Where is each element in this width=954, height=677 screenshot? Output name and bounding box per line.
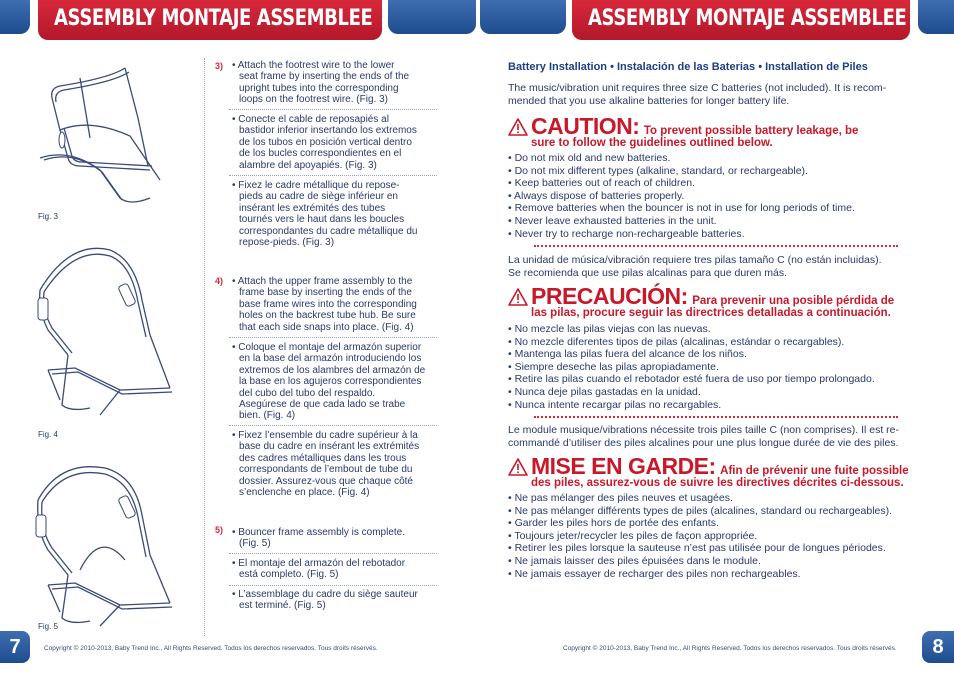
step-4-english	[232, 276, 417, 333]
text-line: • Conecte el cable de reposapiés al	[232, 114, 389, 125]
step-5-french	[232, 589, 418, 612]
text-line: s’enclenche en place. (Fig. 4)	[239, 487, 370, 499]
text-line: • Attach the upper frame assembly to the	[232, 276, 413, 287]
list-item: • Ne pas mélanger des piles neuves et usagées.	[508, 492, 733, 504]
text-line: Asegúrese de que cada lado se trabe	[239, 399, 406, 411]
text-line: frame base by inserting the ends of the	[239, 287, 412, 299]
french-bullet-list	[508, 492, 928, 580]
precaucion-label: PRECAUCIÓN:	[531, 283, 688, 309]
fig3-label: Fig. 3	[38, 212, 59, 221]
column-divider	[204, 58, 205, 636]
list-item: • Do not mix old and new batteries.	[508, 152, 671, 164]
list-item: • Always dispose of batteries properly.	[508, 189, 685, 202]
list-item: • Siempre deseche las pilas apropiadamente.	[508, 360, 719, 373]
step-3-number: 3)	[215, 61, 224, 71]
list-item: • Retire las pilas cuando el rebotador esté fuera de uso por tiempo prolongado.	[508, 373, 875, 386]
list-item: • No mezcle diferentes tipos de pilas (alcalinas, estándar o recargables).	[508, 335, 845, 348]
text-line: • Bouncer frame assembly is complete.	[232, 527, 406, 538]
step-5-english	[232, 527, 405, 550]
french-intro	[508, 424, 928, 449]
text-line: (Fig. 5)	[239, 538, 271, 550]
text-line: Le module musique/vibrations nécessite trois piles taille C (non comprises). Il est re-	[508, 424, 899, 436]
text-line: insérant les extrémités des tubes	[239, 202, 386, 214]
text-line: mended that you use alkaline batteries for longer battery life.	[508, 94, 790, 107]
text-line: bastidor inferior insertando los extremos	[239, 125, 417, 137]
precaucion-text: Para prevenir una posible pérdida de	[692, 295, 895, 307]
fig4-illustration	[30, 240, 190, 420]
fig5-illustration	[30, 460, 190, 630]
text-line: • El montaje del armazón del rebotador	[232, 558, 406, 569]
text-line: alambre del apoyapiés. (Fig. 3)	[239, 159, 377, 171]
step-4-french	[232, 430, 419, 498]
text-line: en la base del armazón introduciendo los	[239, 353, 422, 365]
text-line: commandé d’utiliser des piles alcalines pour une plus longue durée de vie des piles.	[508, 436, 899, 449]
text-line: Se recomienda que use pilas alcalinas para que duren más.	[508, 266, 788, 279]
text-line: extremos de los alambres del armazón de	[239, 364, 426, 376]
text-line: repose-pieds. (Fig. 3)	[239, 237, 335, 249]
text-line: La unidad de música/vibración requiere tres pilas tamaño C (no están incluidas).	[508, 254, 882, 266]
step-5-spanish	[232, 558, 405, 581]
list-item: • Nunca intente recargar pilas no recargables.	[508, 398, 722, 411]
page-number-right: 8	[922, 631, 954, 663]
divider	[229, 175, 437, 176]
red-dotted-divider	[534, 245, 898, 247]
text-line: de los tubos en posición vertical dentro	[239, 136, 412, 148]
text-line: • Fixez l’ensemble du cadre supérieur à la	[232, 430, 418, 441]
spanish-intro	[508, 254, 928, 279]
text-line: tournés vers le haut dans les boucles	[239, 214, 405, 226]
text-line: seat frame by inserting the ends of the	[239, 71, 410, 83]
header-corner-left	[0, 0, 30, 34]
divider	[229, 425, 437, 426]
list-item: • Garder les piles hors de portée des enfants.	[508, 517, 719, 530]
header-corner-mid-left	[388, 0, 476, 34]
text-line: that each side snaps into place. (Fig. 4)	[239, 321, 414, 333]
english-intro	[508, 82, 928, 107]
page-title-right: ASSEMBLY MONTAJE ASSEMBLEE	[572, 0, 910, 40]
precaucion-text-line2: las pilas, procure seguir las directrices detalladas a continuación.	[531, 307, 891, 319]
step-5-number: 5)	[215, 525, 224, 535]
step-3-french	[232, 180, 417, 248]
step-3-spanish	[232, 114, 417, 171]
warning-triangle-icon	[508, 118, 528, 136]
header-corner-right	[918, 0, 954, 34]
page-title-left: ASSEMBLY MONTAJE ASSEMBLEE	[38, 0, 382, 40]
text-line: correspondantes du cadre métallique du	[239, 225, 418, 237]
list-item: • Never try to recharge non-rechargeable batteries.	[508, 227, 745, 240]
list-item: • Remove batteries when the bouncer is not in use for long periods of time.	[508, 202, 855, 215]
list-item: • Do not mix different types (alkaline, standard, or rechargeable).	[508, 164, 808, 177]
text-line: • Coloque el montaje del armazón superior	[232, 342, 422, 353]
divider	[229, 109, 437, 110]
list-item: • No mezcle las pilas viejas con las nuevas.	[508, 323, 711, 335]
text-line: holes on the backrest tube hub. Be sure	[239, 310, 416, 322]
text-line: está completo. (Fig. 5)	[239, 569, 339, 581]
text-line: • Attach the footrest wire to the lower	[232, 60, 395, 71]
text-line: pieds au cadre de siège inférieur en	[239, 191, 398, 203]
header-bar	[0, 0, 954, 40]
copyright-left: Copyright © 2010-2013, Baby Trend Inc., All Rights Reserved. Todos los derechos reservados. Tous droits réservés.	[44, 645, 378, 652]
caution-label: CAUTION:	[531, 113, 640, 139]
divider	[229, 585, 437, 586]
mise-en-garde-title	[508, 453, 928, 489]
english-bullet-list	[508, 152, 928, 240]
copyright-right: Copyright © 2010-2013, Baby Trend Inc., All Rights Reserved. Todos los derechos reservados. Tous droits réservés.	[563, 645, 897, 652]
list-item: • Mantenga las pilas fuera del alcance de los niños.	[508, 348, 747, 361]
divider	[229, 553, 437, 554]
text-line: loops on the footrest wire. (Fig. 3)	[239, 94, 388, 106]
list-item: • Keep batteries out of reach of children.	[508, 177, 695, 190]
step-4-spanish	[232, 342, 425, 422]
text-line: de los bucles correspondientes en el	[239, 148, 402, 160]
text-line: upright tubes into the corresponding	[239, 82, 399, 94]
header-corner-mid-right	[480, 0, 566, 34]
list-item: • Ne jamais essayer de recharger des piles non rechargeables.	[508, 567, 801, 580]
red-dotted-divider	[534, 416, 898, 418]
text-line: correspondants de l’embout de tube du	[239, 464, 413, 476]
fig4-label: Fig. 4	[38, 430, 59, 439]
list-item: • Ne jamais laisser des piles épuisées dans le module.	[508, 554, 761, 567]
warning-triangle-icon	[508, 458, 528, 476]
list-item: • Retirer les piles lorsque la sauteuse n’est pas utilisée pour de longues périodes.	[508, 542, 886, 555]
caution-text: To prevent possible battery leakage, be	[643, 125, 859, 137]
fig5-label: Fig. 5	[38, 622, 59, 631]
list-item: • Ne pas mélanger différents types de piles (alcalines, standard ou rechargeables).	[508, 504, 893, 517]
fig3-illustration	[30, 58, 190, 208]
text-line: base frame wires into the corresponding	[239, 298, 417, 310]
mise-en-garde-text: Afin de prévenir une fuite possible	[720, 465, 909, 477]
battery-heading: Battery Installation • Instalación de las Baterias • Installation de Piles	[508, 61, 868, 73]
list-item: • Never leave exhausted batteries in the unit.	[508, 214, 717, 227]
text-line: base du cadre en insérant les extrémités	[239, 441, 420, 453]
page-number-left: 7	[0, 631, 30, 663]
list-item: • Nunca deje pilas gastadas en la unidad.	[508, 385, 701, 398]
text-line: The music/vibration unit requires three size C batteries (not included). It is recom-	[508, 82, 887, 94]
warning-triangle-icon	[508, 288, 528, 306]
mise-en-garde-label: MISE EN GARDE:	[531, 453, 716, 479]
text-line: • L’assemblage du cadre du siège sauteur	[232, 589, 418, 600]
list-item: • Toujours jeter/recycler les piles de façon appropriée.	[508, 529, 758, 542]
caution-title	[508, 113, 928, 149]
caution-text-line2: sure to follow the guidelines outlined below.	[531, 137, 773, 149]
text-line: • Fixez le cadre métallique du repose-	[232, 180, 400, 191]
mise-en-garde-text-line2: des piles, assurez-vous de suivre les directives décrites ci-dessous.	[531, 477, 904, 489]
text-line: dossier. Assurez-vous que chaque côté	[239, 475, 413, 487]
text-line: la base en los agujeros correspondientes	[239, 376, 422, 388]
text-line: est terminé. (Fig. 5)	[239, 600, 326, 612]
step-3-english	[232, 60, 409, 106]
precaucion-title	[508, 283, 928, 319]
divider	[229, 337, 437, 338]
step-4-number: 4)	[215, 276, 224, 286]
text-line: bien. (Fig. 4)	[239, 410, 296, 422]
text-line: des cadres métalliques dans les trous	[239, 452, 407, 464]
spanish-bullet-list	[508, 323, 928, 411]
text-line: del cubo del tubo del respaldo.	[239, 387, 376, 399]
